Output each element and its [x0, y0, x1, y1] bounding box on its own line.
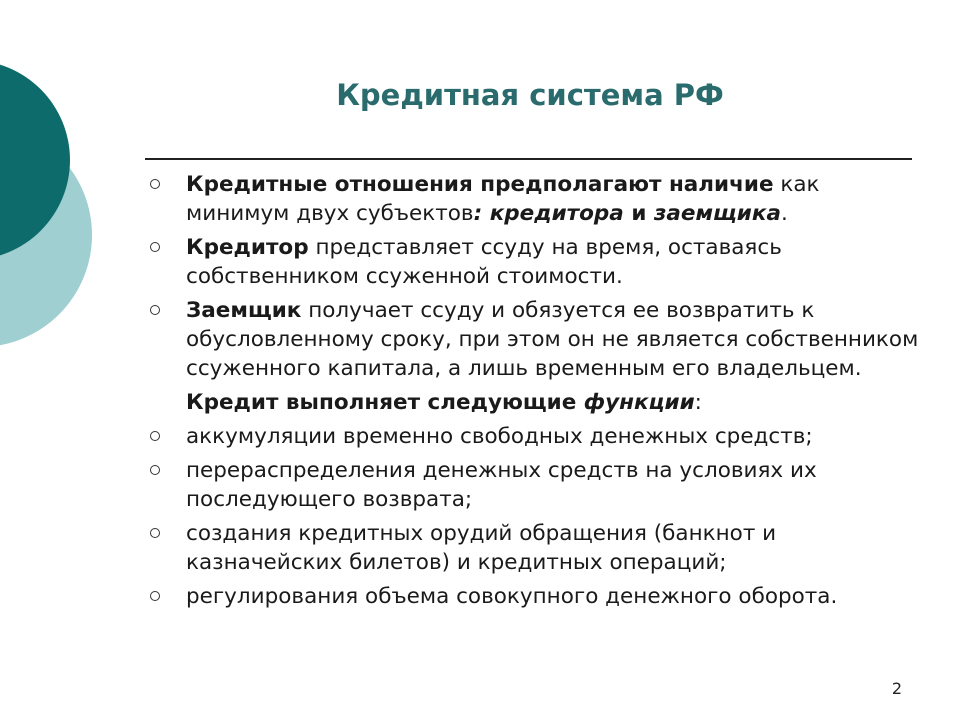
text-run: Заемщик: [186, 298, 302, 323]
bullet-circle-icon: [150, 465, 160, 475]
bullet-circle-icon: [150, 242, 160, 252]
slide-title: Кредитная система РФ: [336, 78, 724, 112]
bullet-item: [150, 456, 920, 514]
bullet-item: [150, 170, 920, 228]
bullet-circle-icon: [150, 591, 160, 601]
title-divider: [145, 158, 912, 160]
text-run: заемщика: [646, 201, 781, 226]
text-run: Кредитные отношения предполагают наличие: [186, 172, 774, 197]
subheading: [150, 388, 920, 417]
text-run: функции: [583, 390, 695, 415]
bullet-item: [150, 422, 920, 451]
bullet-item: [150, 519, 920, 577]
text-run: аккумуляции временно свободных денежных средств;: [186, 424, 813, 449]
bullet-circle-icon: [150, 305, 160, 315]
bullet-circle-icon: [150, 528, 160, 538]
text-run: .: [780, 201, 788, 226]
bullet-item: [150, 296, 920, 383]
decorative-circles: [0, 0, 120, 400]
text-run: как минимум двух субъектов: [186, 172, 820, 226]
text-run: перераспределения денежных средств на условиях их последующего возврата;: [186, 458, 817, 512]
bullet-circle-icon: [150, 179, 160, 189]
bullet-circle-icon: [150, 431, 160, 441]
text-run: и: [631, 201, 647, 226]
text-run: представляет ссуду на время, оставаясь собственником ссуженной стоимости.: [186, 235, 782, 289]
text-run: : кредитора: [473, 201, 632, 226]
slide-body: [150, 170, 920, 616]
text-run: регулирования объема совокупного денежного оборота.: [186, 584, 838, 609]
text-run: Кредит выполняет следующие: [186, 390, 584, 415]
text-run: получает ссуду и обязуется ее возвратить к обусловленному сроку, при этом он не является собственником ссуженного капитала, а лишь временным его владельцем.: [186, 298, 919, 381]
bullet-item: [150, 582, 920, 611]
text-run: Кредитор: [186, 235, 309, 260]
text-run: :: [694, 390, 702, 415]
bullet-item: [150, 233, 920, 291]
text-run: создания кредитных орудий обращения (банкнот и казначейских билетов) и кредитных операций;: [186, 521, 777, 575]
page-number: 2: [891, 679, 902, 698]
